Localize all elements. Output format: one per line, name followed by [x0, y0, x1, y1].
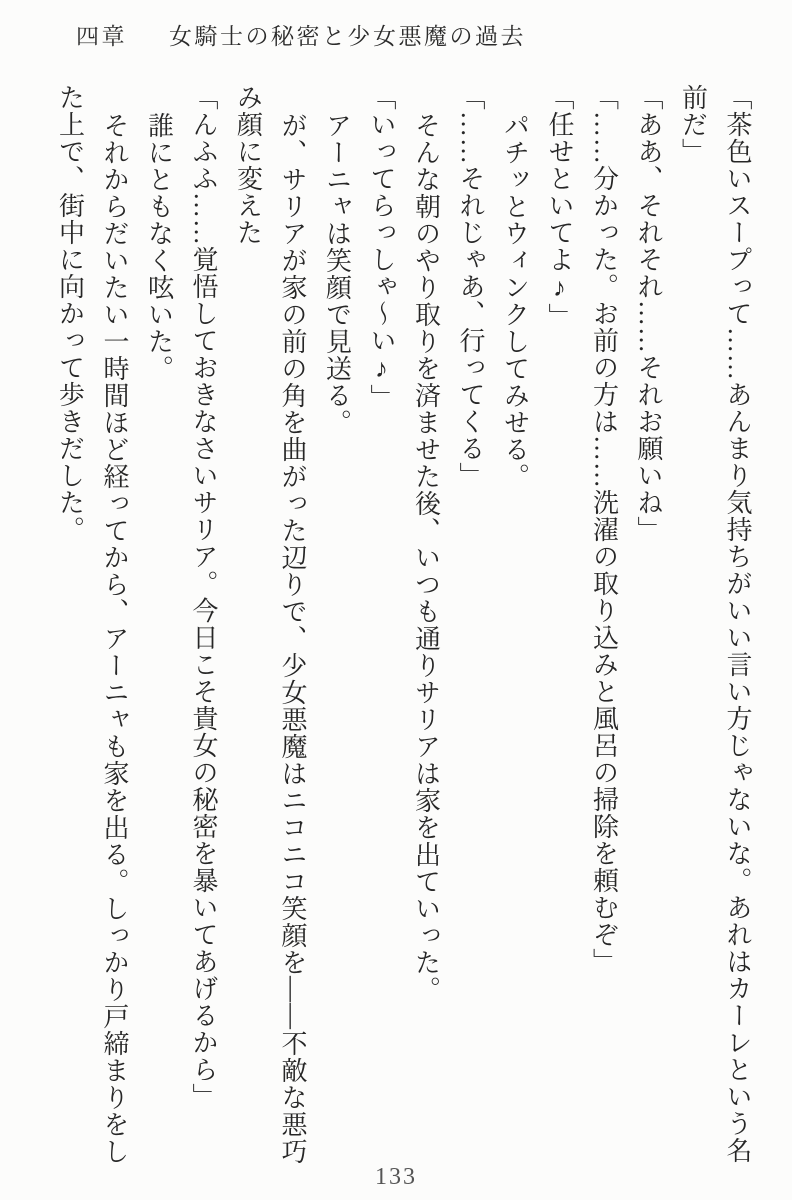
text-column: 「茶色いスープって……あんまり気持ちがいい言い方じゃないな。あれはカーレという名 [723, 84, 752, 1164]
text-area [47, 84, 759, 1168]
chapter-title: 女騎士の秘密と少女悪魔の過去 [169, 24, 526, 49]
text-column: アーニャは笑顔で見送る。 [322, 112, 352, 436]
text-column: そんな朝のやり取りを済ませた後、いつも通りサリアは家を出ていった。 [411, 112, 441, 1003]
text-column: 「任せといてよ♪」 [545, 84, 574, 330]
text-column: 「……分かった。お前の方は……洗濯の取り込みと風呂の掃除を頼むぞ」 [589, 84, 619, 975]
text-column: が、サリアが家の前の角を曲がった辺りで、少女悪魔はニコニコ笑顔を――不敵な悪巧 [278, 112, 307, 1165]
text-column: 誰にともなく呟いた。 [144, 112, 174, 382]
text-column: 「いってらっしゃ〜い♪」 [367, 84, 396, 411]
text-column: 前だ」 [678, 84, 708, 165]
page-number: 133 [375, 1164, 417, 1190]
text-column: それからだいたい一時間ほど経ってから、アーニャも家を出る。しっかり戸締まりをし [100, 112, 129, 1165]
text-column: 「……それじゃあ、行ってくる」 [456, 84, 485, 489]
text-column: パチッとウィンクしてみせる。 [500, 112, 530, 490]
text-column: 「ああ、それそれ……それお願いね」 [634, 84, 663, 543]
chapter-header [76, 18, 526, 51]
chapter-number: 四章 [76, 24, 127, 49]
text-column: 「んふふ……覚悟しておきなさいサリア。今日こそ貴女の秘密を暴いてあげるから」 [189, 84, 218, 1110]
text-column: み顔に変えた [233, 84, 263, 246]
text-column: た上で、街中に向かって歩きだした。 [55, 84, 85, 543]
